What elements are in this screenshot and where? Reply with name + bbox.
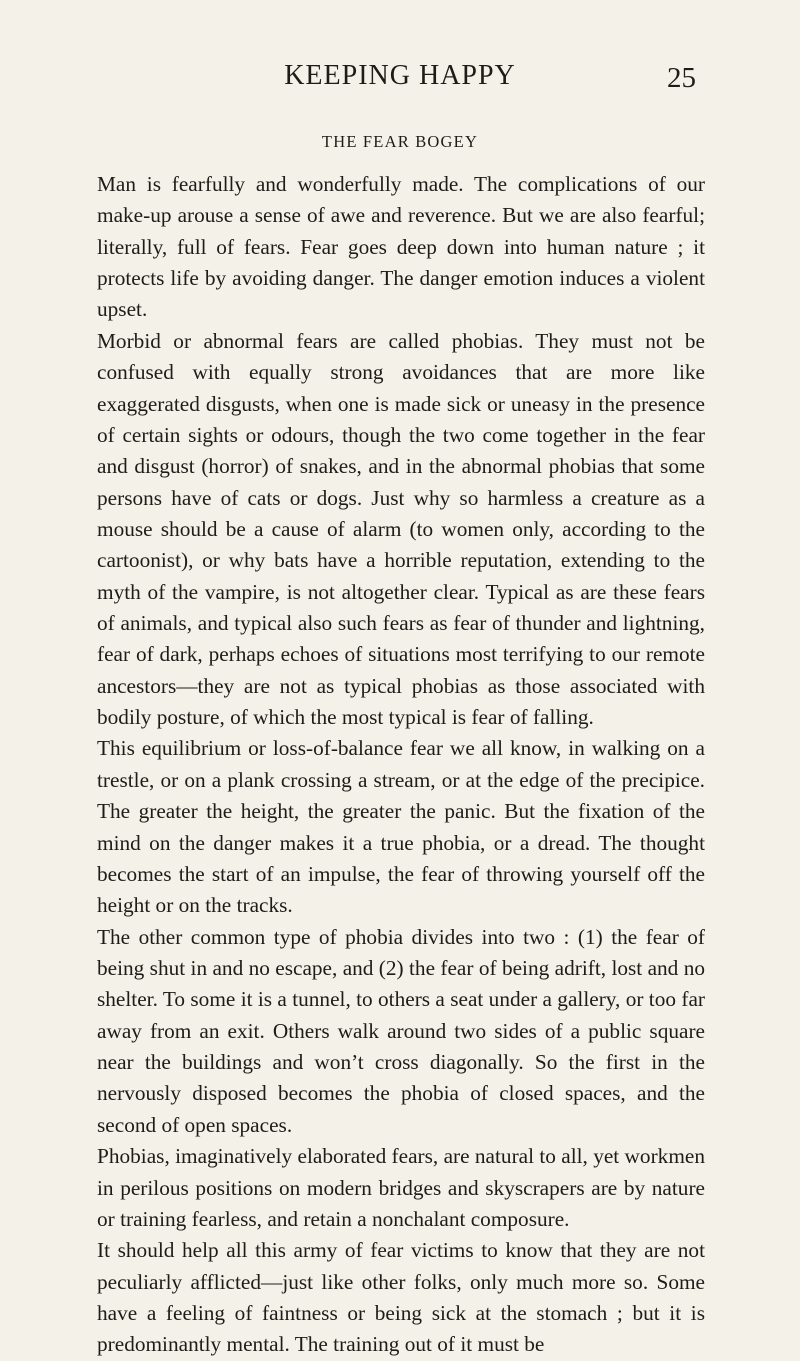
paragraph: Man is fearfully and wonderfully made. The complications of our make-up arouse a sense of awe and reverence. But we are also fearful; literally, full of fears. Fear goes deep down into human nature ; it protects life by avoiding danger. The danger emotion induces a violent upset. bbox=[97, 172, 705, 322]
running-head bbox=[0, 56, 800, 96]
paragraph: This equilibrium or loss-of-balance fear we all know, in walking on a trestle, or on a plank crossing a stream, or at the edge of the precipice. The greater the height, the greater the panic. But the fixation of the mind on the danger makes it a true phobia, or a dread. The thought becomes the start of an impulse, the fear of throwing yourself off the height or on the tracks. bbox=[97, 736, 705, 918]
section-title: THE FEAR BOGEY bbox=[321, 132, 479, 151]
running-title: KEEPING HAPPY bbox=[284, 60, 516, 91]
paragraph: Phobias, imaginatively elaborated fears, are natural to all, yet workmen in perilous positions on modern bridges and skyscrapers are by nature or training fearless, and retain a nonchalant composure. bbox=[97, 1144, 705, 1231]
paragraph: It should help all this army of fear victims to know that they are not peculiarly afflicted—just like other folks, only much more so. Some have a feeling of faintness or being sick at the stomach ; but it is predominantly mental. The training out of it must be bbox=[97, 1238, 705, 1357]
page-number: 25 bbox=[667, 62, 696, 94]
paragraph: The other common type of phobia divides into two : (1) the fear of being shut in and no escape, and (2) the fear of being adrift, lost and no shelter. To some it is a tunnel, to others a seat under a gallery, or too far away from an exit. Others walk around two sides of a public square near the buildings and won’t cross diagonally. So the first in the nervously disposed becomes the phobia of closed spaces, and the second of open spaces. bbox=[97, 924, 705, 1137]
paragraph: Morbid or abnormal fears are called phobias. They must not be confused with equally strong avoidances that are more like exaggerated disgusts, when one is made sick or uneasy in the presence of certain sights or odours, though the two come together in the fear and disgust (horror) of snakes, and in the abnormal phobias that some persons have of cats or dogs. Just why so harmless a creature as a mouse should be a cause of alarm (to women only, according to the cartoonist), or why bats have a horrible reputation, extending to the myth of the vampire, is not altogether clear. Typical as are these fears of animals, and typical also such fears as fear of thunder and lightning, fear of dark, perhaps echoes of situations most terrifying to our remote ancestors—they are not as typical phobias as those associated with bodily posture, of which the most typical is fear of falling. bbox=[97, 328, 705, 730]
body-text bbox=[97, 169, 705, 1361]
